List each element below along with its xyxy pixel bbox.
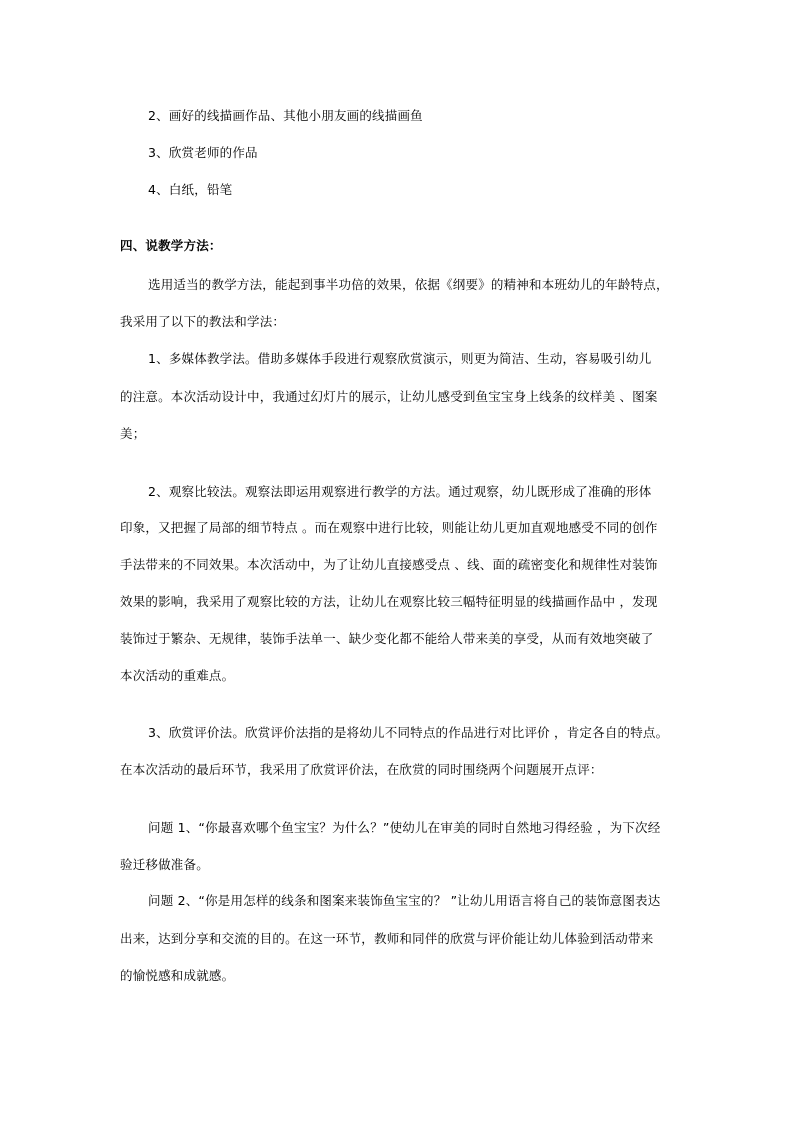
method1-line-1: 1、多媒体教学法。借助多媒体手段进行观察欣赏演示，则更为简洁、生动，容易吸引幼儿 (148, 351, 652, 366)
materials-item-3: 3、欣赏老师的作品 (148, 145, 258, 160)
intro-line-2: 我采用了以下的教法和学法： (120, 314, 286, 329)
materials-item-2: 2、画好的线描画作品、其他小朋友画的线描画鱼 (148, 108, 423, 123)
method3-line-1: 3、欣赏评价法。欣赏评价法指的是将幼儿不同特点的作品进行对比评价 ，肯定各自的特点。 (148, 725, 669, 740)
method1-line-2: 的注意。本次活动设计中，我通过幻灯片的展示，让幼儿感受到鱼宝宝身上线条的纹样美 、图案 (120, 389, 658, 404)
question2-line-3: 的愉悦感和成就感。 (120, 968, 235, 983)
method2-line-3: 手法带来的不同效果。本次活动中，为了让幼儿直接感受点 、线、面的疏密变化和规律性对装饰 (120, 557, 658, 572)
method3-line-2: 在本次活动的最后环节，我采用了欣赏评价法，在欣赏的同时围绕两个问题展开点评： (120, 762, 603, 777)
materials-item-4: 4、白纸，铅笔 (148, 182, 233, 197)
section-heading: 四、说教学方法： (120, 238, 222, 253)
question1-line-2: 验迁移做准备。 (120, 857, 209, 872)
method2-line-6: 本次活动的重难点。 (120, 668, 235, 683)
question2-line-2: 出来，达到分享和交流的目的。在这一环节，教师和同伴的欣赏与评价能让幼儿体验到活动带来 (120, 931, 654, 946)
method2-line-5: 装饰过于繁杂、无规律，装饰手法单一、缺少变化都不能给人带来美的享受，从而有效地突破了 (120, 631, 654, 646)
question1-line-1: 问题 1、“你最喜欢哪个鱼宝宝？为什么？”使幼儿在审美的同时自然地习得经验 ，为下次经 (148, 820, 661, 835)
method2-line-1: 2、观察比较法。观察法即运用观察进行教学的方法。通过观察，幼儿既形成了准确的形体 (148, 484, 652, 499)
method1-line-3: 美； (120, 426, 146, 441)
question2-line-1: 问题 2、“你是用怎样的线条和图案来装饰鱼宝宝的？ ”让幼儿用语言将自己的装饰意图表达 (148, 893, 661, 908)
method2-line-4: 效果的影响，我采用了观察比较的方法，让幼儿在观察比较三幅特征明显的线描画作品中 ，发现 (120, 594, 658, 609)
intro-line-1: 选用适当的教学方法，能起到事半功倍的效果，依据《纲要》的精神和本班幼儿的年龄特点， (148, 277, 669, 292)
method2-line-2: 印象，又把握了局部的细节特点 。而在观察中进行比较，则能让幼儿更加直观地感受不同的创作 (120, 520, 658, 535)
